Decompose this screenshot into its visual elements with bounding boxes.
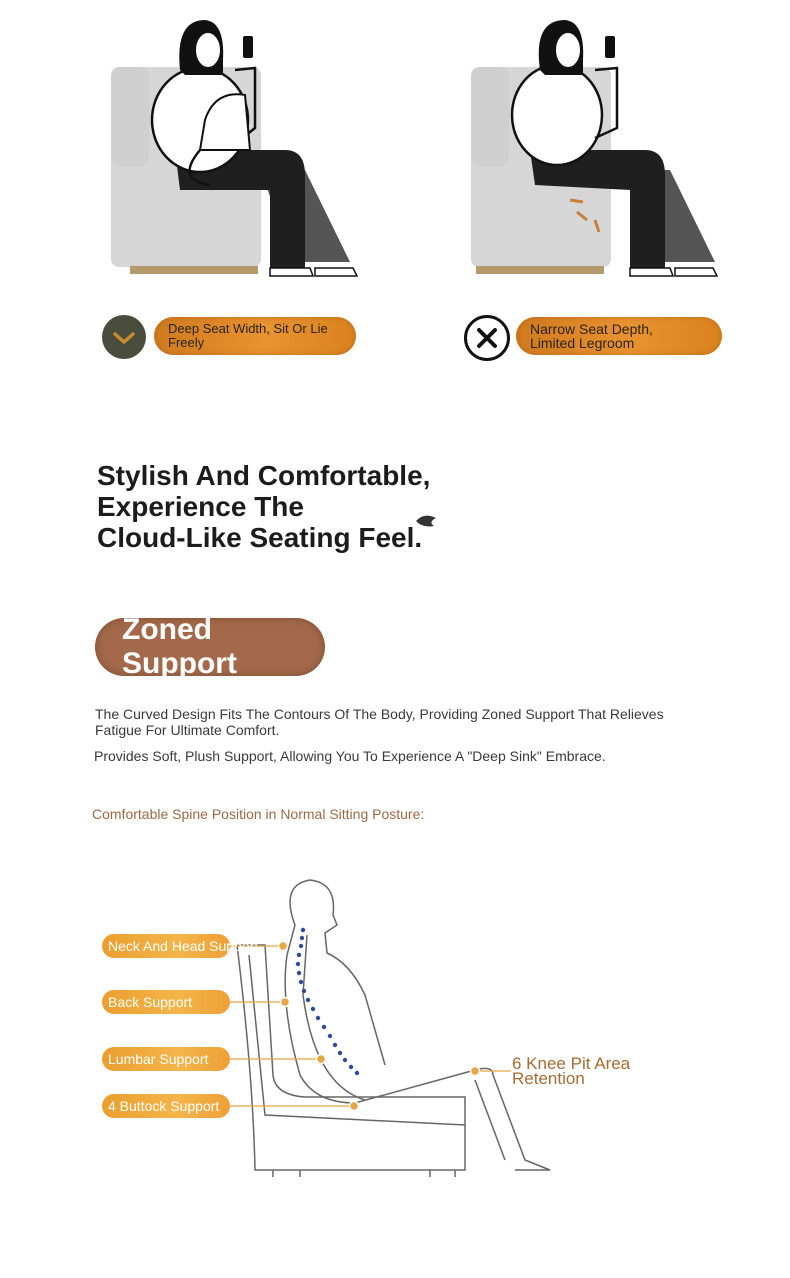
deep-seat-illustration — [105, 10, 365, 280]
check-icon — [102, 315, 146, 359]
label-lumbar-support: Lumbar Support — [102, 1047, 230, 1071]
narrow-seat-illustration — [465, 10, 725, 280]
label-buttock-support: 4 Buttock Support — [102, 1094, 230, 1118]
description-paragraph-1: The Curved Design Fits The Contours Of The Body, Providing Zoned Support That Relieves Fatigue For Ultimate Comfort. — [95, 706, 664, 738]
page-headline: Stylish And Comfortable, Experience The Cloud-Like Seating Feel. — [97, 460, 431, 553]
label-neck-head-support: Neck And Head Support — [102, 934, 230, 958]
narrow-seat-label — [516, 317, 722, 355]
zoned-support-badge — [95, 613, 325, 680]
narrow-seat-label-text: Narrow Seat Depth, Limited Legroom — [530, 321, 653, 351]
feather-icon — [414, 512, 438, 535]
deep-seat-label-text: Deep Seat Width, Sit Or Lie Freely — [168, 321, 328, 350]
label-knee-pit-retention: 6 Knee Pit Area Retention — [512, 1054, 631, 1088]
description-paragraph-2: Provides Soft, Plush Support, Allowing You To Experience A "Deep Sink" Embrace. — [94, 748, 606, 764]
diagram-title: Comfortable Spine Position in Normal Sitting Posture: — [92, 806, 425, 822]
zoned-support-badge-text: Zoned Support — [122, 613, 237, 680]
x-icon — [464, 315, 510, 361]
seated-spine-diagram — [225, 875, 565, 1185]
deep-seat-label — [154, 317, 356, 355]
label-back-support: Back Support — [102, 990, 230, 1014]
